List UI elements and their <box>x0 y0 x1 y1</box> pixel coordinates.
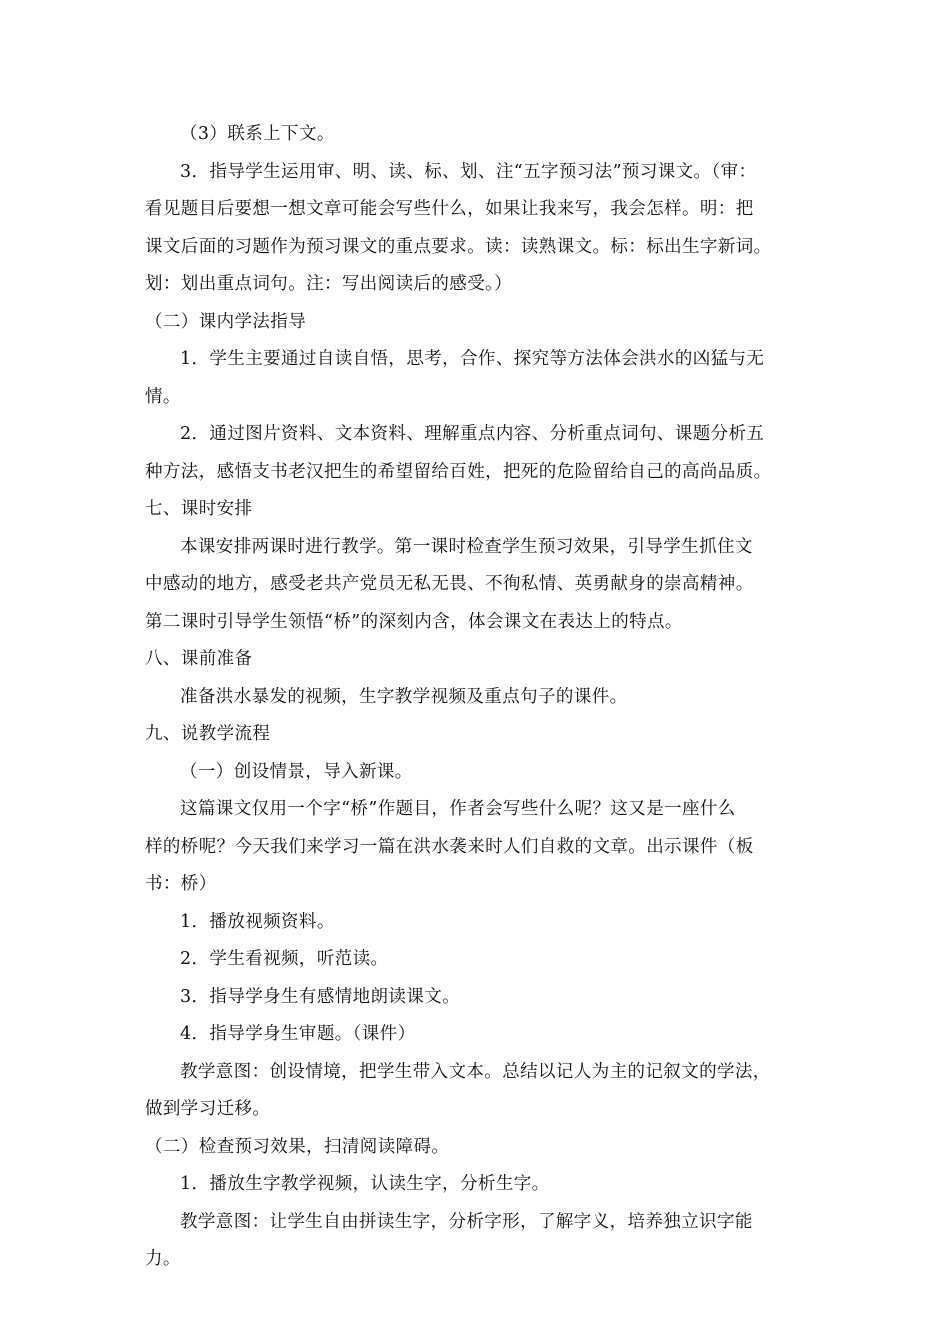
text-line: 准备洪水暴发的视频，生字教学视频及重点句子的课件。 <box>180 686 628 707</box>
text-line: 3．指导学生运用审、明、读、标、划、注“五字预习法”预习课文。（审： <box>180 161 757 182</box>
text-line: （一）创设情景，导入新课。 <box>180 761 413 782</box>
text-line: 4．指导学身生审题。（课件） <box>180 1024 416 1044</box>
text-line: 样的桥呢？今天我们来学习一篇在洪水袭来时人们自救的文章。出示课件（板 <box>145 836 754 857</box>
text-line: 2．学生看视频，听范读。 <box>180 949 389 969</box>
text-line: 教学意图：创设情境，把学生带入文本。总结以记人为主的记叙文的学法， <box>180 1061 771 1082</box>
text-line: （二）课内学法指导 <box>145 311 307 332</box>
document-body <box>145 116 825 1279</box>
text-line: 本课安排两课时进行教学。第一课时检查学生预习效果，引导学生抓住文 <box>180 536 753 557</box>
text-line: 3．指导学身生有感情地朗读课文。 <box>180 986 461 1007</box>
text-line: 八、课前准备 <box>145 649 253 669</box>
text-line: 第二课时引导学生领悟“桥”的深刻内含，体会课文在表达上的特点。 <box>145 611 683 632</box>
text-line: 看见题目后要想一想文章可能会写些什么，如果让我来写，我会怎样。明：把 <box>145 199 754 219</box>
text-line: 力。 <box>145 1249 181 1269</box>
text-line: 课文后面的习题作为预习课文的重点要求。读：读熟课文。标：标出生字新词。 <box>145 236 772 257</box>
text-line: 七、课时安排 <box>145 499 253 519</box>
text-line: 九、说教学流程 <box>145 724 271 744</box>
text-line: （3）联系上下文。 <box>180 124 335 144</box>
text-line: 1．播放生字教学视频，认读生字，分析生字。 <box>180 1174 550 1194</box>
text-line: （二）检查预习效果，扫清阅读障碍。 <box>145 1136 450 1157</box>
text-line: 种方法，感悟支书老汉把生的希望留给百姓，把死的危险留给自己的高尚品质。 <box>145 461 772 482</box>
text-line: 划：划出重点词句。注：写出阅读后的感受。） <box>145 274 513 294</box>
text-line: 做到学习迁移。 <box>145 1099 271 1119</box>
text-line: 教学意图：让学生自由拼读生字，分析字形，了解字义，培养独立识字能 <box>180 1211 753 1232</box>
text-line: 1．学生主要通过自读自悟，思考，合作、探究等方法体会洪水的凶猛与无 <box>180 349 765 369</box>
text-line: 2．通过图片资料、文本资料、理解重点内容、分析重点词句、课题分析五 <box>180 424 765 444</box>
text-line: 1．播放视频资料。 <box>180 911 335 932</box>
text-line: 中感动的地方，感受老共产党员无私无畏、不徇私情、英勇献身的崇高精神。 <box>145 574 754 594</box>
text-line: 书：桥） <box>145 874 217 894</box>
text-line: 这篇课文仅用一个字“桥”作题目，作者会写些什么呢？这又是一座什么 <box>180 799 736 819</box>
text-line: 情。 <box>145 386 181 407</box>
